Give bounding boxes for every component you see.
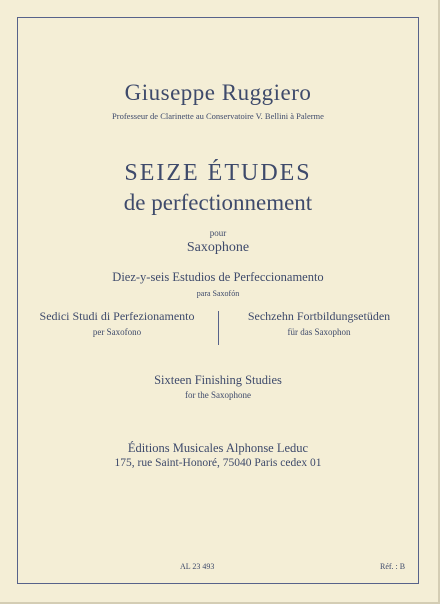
italian-title: Sedici Studi di Perfezionamento (39, 309, 195, 323)
spanish-title: Diez-y-seis Estudios de Perfeccionamento (112, 270, 324, 284)
work-title: SEIZE ÉTUDES (124, 160, 312, 186)
italian-subtitle: per Saxofono (92, 327, 142, 337)
pour-label: pour (209, 228, 227, 238)
german-subtitle: für das Saxophon (287, 327, 351, 337)
composer-position: Professeur de Clarinette au Conservatoire V. Bellini à Palerme (112, 111, 324, 121)
italian-block (17, 309, 217, 337)
publisher-address: 175, rue Saint-Honoré, 75040 Paris cedex 01 (114, 457, 322, 469)
spanish-subtitle: para Saxofón (196, 289, 240, 298)
italian-german-titles (17, 309, 419, 349)
composer-name: Giuseppe Ruggiero (124, 80, 312, 105)
reference-code: Réf. : B (380, 562, 406, 571)
english-title: Sixteen Finishing Studies (154, 373, 282, 387)
instrument-label: Saxophone (186, 240, 250, 255)
english-subtitle: for the Saxophone (185, 390, 251, 400)
german-block (219, 309, 419, 337)
catalog-number: AL 23 493 (180, 562, 215, 571)
german-title: Sechzehn Fortbildungsetüden (247, 309, 391, 323)
publisher-name: Éditions Musicales Alphonse Leduc (127, 441, 309, 455)
work-subtitle: de perfectionnement (123, 190, 313, 215)
